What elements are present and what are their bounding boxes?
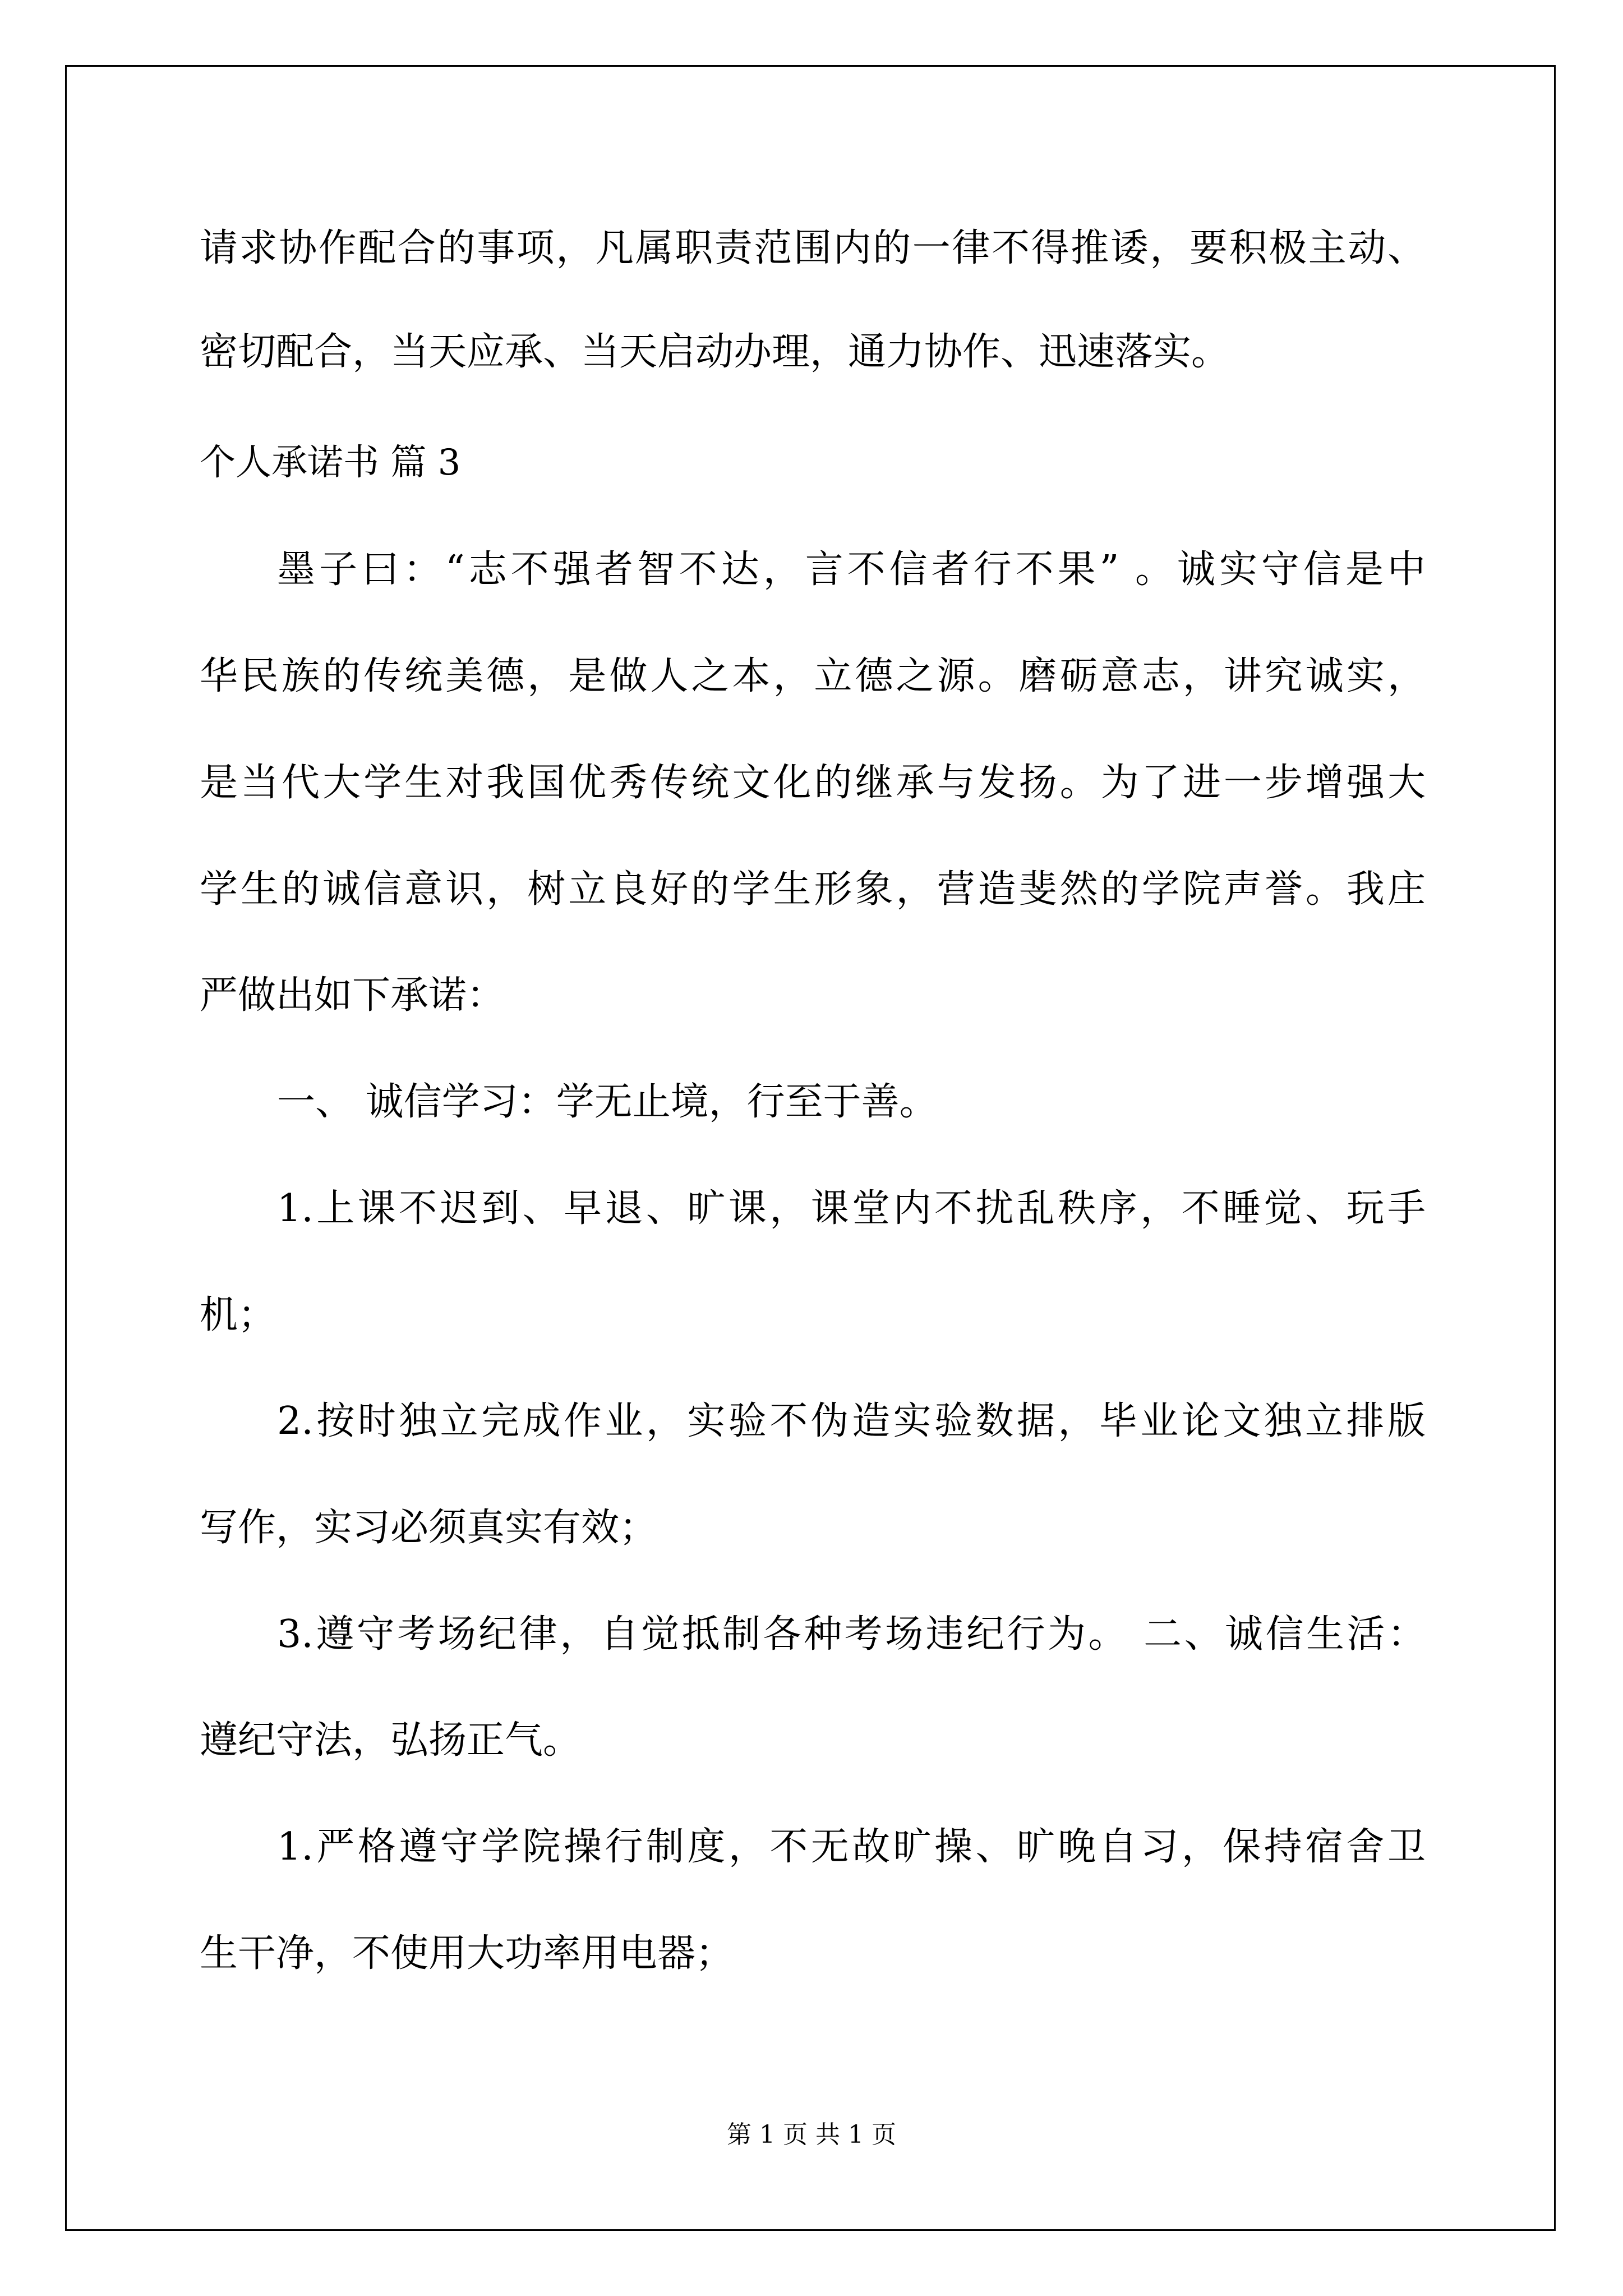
study-item-3-line-1: 3.遵守考场纪律，自觉抵制各种考场违纪行为。 二、诚信生活：	[277, 1612, 1426, 1657]
study-item-2-line-1: 2.按时独立完成作业，实验不伪造实验数据，毕业论文独立排版	[277, 1399, 1426, 1443]
mozi-line-1: 墨子曰：“志不强者智不达，言不信者行不果” 。诚实守信是中	[277, 547, 1426, 592]
section-title: 个人承诺书 篇 3	[200, 442, 461, 484]
mozi-line-5: 严做出如下承诺：	[200, 973, 505, 1018]
study-item-3-line-2: 遵纪守法，弘扬正气。	[200, 1718, 582, 1763]
mozi-line-3: 是当代大学生对我国优秀传统文化的继承与发扬。为了进一步增强大	[200, 761, 1426, 805]
life-item-1-line-1: 1.严格遵守学院操行制度，不无故旷操、旷晚自习，保持宿舍卫	[277, 1825, 1426, 1869]
study-heading: 一、 诚信学习：学无止境，行至于善。	[277, 1080, 938, 1124]
mozi-line-2: 华民族的传统美德，是做人之本，立德之源。磨砺意志，讲究诚实，	[200, 654, 1426, 698]
page-number-footer: 第 1 页 共 1 页	[727, 2120, 896, 2149]
intro-line-2: 密切配合，当天应承、当天启动办理，通力协作、迅速落实。	[200, 330, 1230, 374]
page-border	[65, 65, 1556, 2231]
intro-line-1: 请求协作配合的事项，凡属职责范围内的一律不得推诿，要积极主动、	[200, 226, 1426, 270]
life-item-1-line-2: 生干净，不使用大功率用电器；	[200, 1931, 734, 1976]
mozi-line-4: 学生的诚信意识，树立良好的学生形象，营造斐然的学院声誉。我庄	[200, 867, 1426, 912]
study-item-1-line-2: 机；	[200, 1293, 276, 1337]
study-item-2-line-2: 写作，实习必须真实有效；	[200, 1506, 658, 1550]
study-item-1-line-1: 1.上课不迟到、早退、旷课，课堂内不扰乱秩序，不睡觉、玩手	[277, 1186, 1426, 1231]
